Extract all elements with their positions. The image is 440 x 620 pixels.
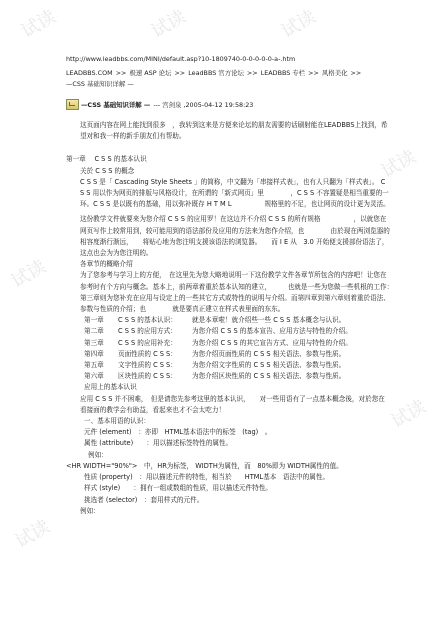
chapter-title: C S S 的基本认识： xyxy=(118,316,177,325)
term-definition: 挑选者 (selector) ：套用样式的元件。 xyxy=(84,495,204,504)
watermark: 试读 xyxy=(7,256,50,293)
watermark: 试读 xyxy=(147,6,190,43)
chapter-description: 为您介绍区块性质的 C S S 相关语法、参数与性质。 xyxy=(192,372,346,381)
term-definition: 属性 (attribute) ：用以描述标签特性的属性。 xyxy=(84,439,233,448)
breadcrumb-item[interactable]: LeadBBS 官方论坛 xyxy=(188,69,244,77)
section-heading: 一、基本用语的认识： xyxy=(84,417,150,426)
example-label: 例如： xyxy=(80,506,100,515)
chapter-heading: 第一章 C S S 的基本认识 xyxy=(66,155,147,164)
chapter-list-item xyxy=(66,360,391,371)
code-example: <HR WIDTH="90%"> 中，HR为标签， WIDTH为属性，而 80%即为 WIDTH属性的值。 xyxy=(66,461,343,470)
post-meta: --- 宫剑泉 ,2005-04-12 19:58:23 xyxy=(153,101,254,109)
chapter-number: 第六章 xyxy=(84,372,104,381)
breadcrumb-separator: >> xyxy=(174,69,186,77)
breadcrumb-item[interactable]: LEADBBS.COM xyxy=(66,69,113,77)
chapter-description: 为您介绍 C S S 的其它宣告方式、应用与特性的介绍。 xyxy=(192,338,352,347)
term-definition: 性质 (property) ：用以描述元件的特性，相当於 HTML基本 语法中的属性。 xyxy=(84,473,330,482)
post-title[interactable]: —CSS 基础知识详解 — xyxy=(81,101,151,109)
section-heading: 关於 C S S 的概念 xyxy=(80,166,135,175)
paragraph: 为了您参考与学习上的方便， 在这里先为您大略地说明一下这份教学文件各章节所包含的内容吧！让您在参考时有个方向与概念。基本上，前两章着重於基本认知的建立， 也就是一些为您做一些机根的工作： 第三章则为您补充在应用与设定上的一些其它方式或特性的说明与介绍。而第四章到第六章则着重於语法、参数与性质的介绍；也 就是要真正建立在样式表里面的东东。 xyxy=(80,271,404,314)
breadcrumb-item[interactable]: 极速 ASP 论坛 xyxy=(129,69,172,77)
chapter-number: 第三章 xyxy=(84,338,104,347)
breadcrumb xyxy=(66,68,386,90)
paragraph: 应用 C S S 并不困难， 但是请您先参考这里的基本认识， 对一些用语有了一点基本概念後，对於您在看接面的教学会有助益，看起来也才不会太吃力！ xyxy=(80,394,385,414)
watermark: 试读 xyxy=(377,146,420,183)
chapter-description: 为您介绍 C S S 的基本宣告、应用方法与特性的介绍。 xyxy=(192,327,352,336)
watermark: 试读 xyxy=(277,6,320,43)
chapter-number: 第四章 xyxy=(84,349,104,358)
watermark: 试读 xyxy=(17,6,60,43)
post-icon xyxy=(66,99,79,110)
chapter-list xyxy=(66,315,391,382)
section-heading: 各章节的概略介绍 xyxy=(80,260,133,269)
post-header xyxy=(66,99,253,110)
term-definition: 元件 (element) ：亦即 HTML基本语法中的标签 (tag) 。 xyxy=(84,428,272,437)
breadcrumb-item[interactable]: 风格美化 xyxy=(321,69,348,77)
chapter-description: 就是本章啦！就介绍些一些 C S S 基本概念与认识。 xyxy=(192,316,346,325)
chapter-number: 第一章 xyxy=(84,316,104,325)
breadcrumb-item[interactable]: LEADBBS 专栏 xyxy=(260,69,306,77)
breadcrumb-separator: >> xyxy=(246,69,258,77)
breadcrumb-separator: >> xyxy=(308,69,319,77)
watermark: 试读 xyxy=(387,396,430,433)
chapter-list-item xyxy=(66,338,391,349)
section-heading: 应用上的基本认识 xyxy=(84,383,137,392)
breadcrumb-separator: >> xyxy=(115,69,127,77)
chapter-list-item xyxy=(66,326,391,337)
chapter-title: 文字性质的 C S S： xyxy=(118,361,177,370)
page-url[interactable]: http://www.leadbbs.com/MINI/default.asp?10-1809740-0-0-0-0-0-a-.htm xyxy=(66,55,296,63)
chapter-description: 为您介绍文字性质的 C S S 相关语法、参数与性质。 xyxy=(192,361,346,370)
chapter-title: 区块性质的 C S S： xyxy=(118,372,177,381)
chapter-title: 页面性质的 C S S： xyxy=(118,349,177,358)
breadcrumb-item[interactable]: —CSS 基础知识详解 — xyxy=(66,80,134,88)
chapter-description: 为您介绍页面性质的 C S S 相关语法、参数与性质。 xyxy=(192,349,346,358)
paragraph: C S S 是「 Cascading Style Sheets 」的简称，中文翻为「串接样式表」，也有人只翻为「样式表」。 C S S 用以作为网页的排版与风格设计，在所谓的「新式网页」里 ，C S S 不容置疑是相当重要的一环。C S S 是以既有的基础，用以弥补既存 H T M L 规格里的不足，也让网页的设计更为灵活。 xyxy=(80,177,390,209)
term-definition: 样式 (style) ：拥有一组或数组的性质，用以描述元件特性。 xyxy=(84,484,272,493)
chapter-list-item xyxy=(66,371,391,382)
breadcrumb-separator: >> xyxy=(350,69,362,77)
chapter-list-item xyxy=(66,349,391,360)
example-label: 例如： xyxy=(88,450,108,459)
chapter-number: 第五章 xyxy=(84,361,104,370)
chapter-number: 第二章 xyxy=(84,327,104,336)
paragraph: 这份教学文件就要来为您介绍 C S S 的应用罗！在这边并不介绍 C S S 的所有规格 ，以就您在网页写作上较常用到，较可能用到的语法部份及应用的方法来为您作介绍，也 由於现在两浏览器的相容度渐行渐远， 将贴心地为您注明支援该语法的浏览器。 而 I E 从 3.0 开始便支援部份语法了，这点也会为为您注明的。 xyxy=(80,215,390,258)
watermark: 试读 xyxy=(11,516,54,553)
chapter-title: C S S 的应用补充： xyxy=(118,338,177,347)
chapter-list-item xyxy=(66,315,391,326)
intro-paragraph: 这页面内容在网上能找到很多 ，我转到这来是方便来论坛的朋友需要的话刷射能在LEADBBS上找到，希望对和我一样的新手朋友们有帮助。 xyxy=(80,121,388,141)
chapter-title: C S S 的应用方式： xyxy=(118,327,177,336)
